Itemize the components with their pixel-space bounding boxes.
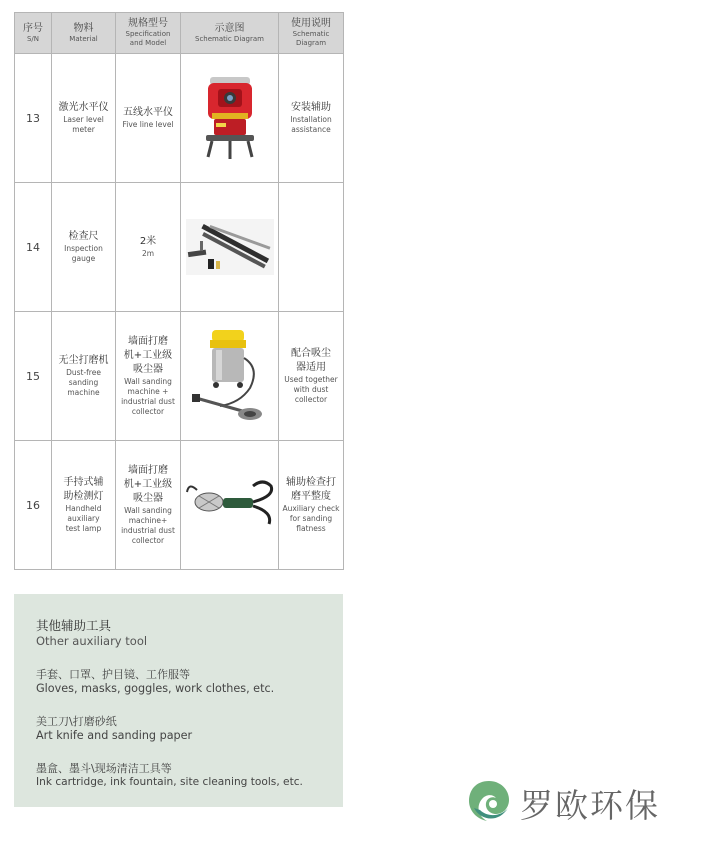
header-usage: 使用说明 Schematic Diagram (279, 13, 344, 54)
work-lamp-image (182, 480, 277, 530)
table-header-row (15, 13, 344, 54)
row-sn: 13 (15, 54, 52, 183)
aux-title-en: Other auxiliary tool (36, 634, 148, 648)
laser-level-image (182, 73, 277, 163)
row-spec: 五线水平仪 Five line level (116, 54, 181, 183)
row-usage: 配合吸尘 器适用 Used together with dust collector (279, 312, 344, 441)
header-sn: 序号 S/N (15, 13, 52, 54)
row-material: 无尘打磨机 Dust-free sanding machine (52, 312, 116, 441)
brand-logo (466, 778, 681, 828)
table-row (15, 54, 344, 183)
header-diagram: 示意图 Schematic Diagram (181, 13, 279, 54)
aux-item-cn: 美工刀\打磨砂纸 (36, 715, 117, 728)
aux-title-cn: 其他辅助工具 (36, 618, 112, 633)
leaf-logo-icon (466, 778, 512, 828)
row-usage: 辅助检查打 磨平整度 Auxiliary check for sanding flatness (279, 441, 344, 570)
header-spec: 规格型号 Specification and Model (116, 13, 181, 54)
tools-table (14, 12, 344, 570)
row-spec: 墙面打磨 机+工业级 吸尘器 Wall sanding machine+ industrial dust collector (116, 441, 181, 570)
row-sn: 15 (15, 312, 52, 441)
row-usage (279, 183, 344, 312)
auxiliary-tools-panel (14, 594, 343, 807)
row-diagram (181, 54, 279, 183)
table-row (15, 312, 344, 441)
row-diagram (181, 183, 279, 312)
inspection-ruler-image (182, 219, 277, 275)
row-spec: 2米 2m (116, 183, 181, 312)
aux-item-en: Art knife and sanding paper (36, 729, 193, 742)
row-material: 检查尺 Inspection gauge (52, 183, 116, 312)
row-spec: 墙面打磨 机+工业级 吸尘器 Wall sanding machine + industrial dust collector (116, 312, 181, 441)
aux-item-cn: 手套、口罩、护目镜、工作服等 (36, 668, 190, 681)
row-material: 激光水平仪 Laser level meter (52, 54, 116, 183)
row-diagram (181, 441, 279, 570)
aux-item-cn: 墨盒、墨斗\现场清洁工具等 (36, 762, 172, 775)
row-sn: 14 (15, 183, 52, 312)
aux-item-en: Ink cartridge, ink fountain, site cleaning tools, etc. (36, 776, 303, 788)
vacuum-sander-image (182, 328, 277, 424)
brand-name: 罗欧环保 (520, 785, 660, 825)
row-diagram (181, 312, 279, 441)
table-row (15, 183, 344, 312)
aux-item-en: Gloves, masks, goggles, work clothes, etc. (36, 682, 275, 695)
row-usage: 安装辅助 Installation assistance (279, 54, 344, 183)
row-material: 手持式辅 助检测灯 Handheld auxiliary test lamp (52, 441, 116, 570)
table-row (15, 441, 344, 570)
header-material: 物料 Material (52, 13, 116, 54)
row-sn: 16 (15, 441, 52, 570)
